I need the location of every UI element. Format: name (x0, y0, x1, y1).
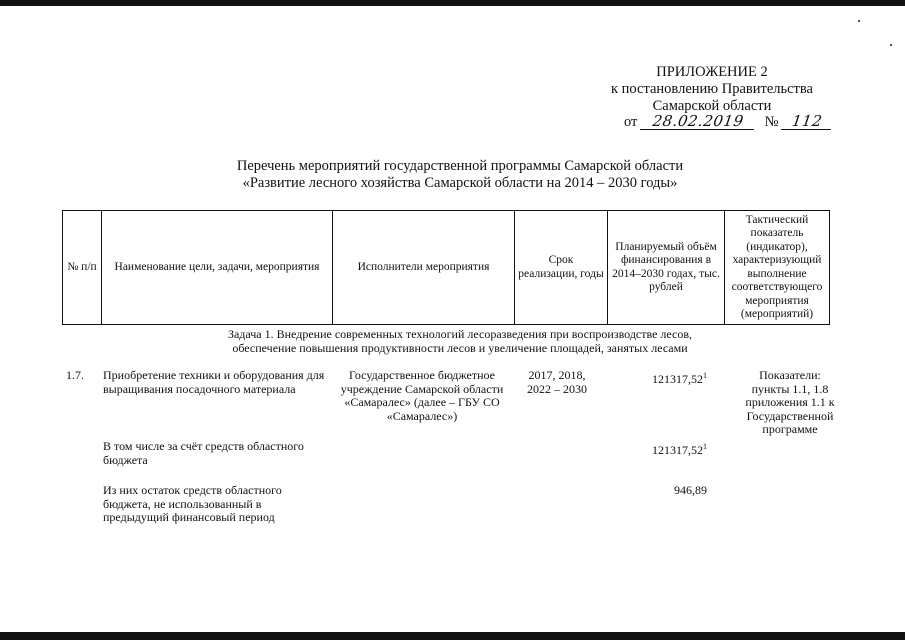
row-executors: Государственное бюджетное учреждение Самарской области «Самаралес» (далее – ГБУ СО «Самаралес») (340, 368, 504, 423)
task-line-1: Задача 1. Внедрение современных технологий лесоразведения при воспроизводстве лесов, (227, 327, 693, 341)
scan-speck (858, 20, 860, 22)
row-indicator: Показатели: пункты 1.1, 1.8 приложения 1.1 к Государственной программе (745, 368, 835, 436)
scan-speck (890, 44, 892, 46)
appendix-block (597, 64, 827, 115)
subrow-remainder-funding: 946,89 (674, 483, 707, 497)
header-executors: Исполнители мероприятия (333, 211, 515, 325)
appendix-line-2: к постановлению Правительства (611, 81, 813, 97)
funding-footnote-mark: 1 (703, 371, 707, 380)
row-term: 2017, 2018, 2022 – 2030 (527, 368, 587, 396)
header-num: № п/п (63, 211, 102, 325)
row-num: 1.7. (66, 368, 84, 382)
task-line-2: обеспечение повышения продуктивности лесов и увеличение площадей, занятых лесами (232, 341, 688, 355)
header-name: Наименование цели, задачи, мероприятия (102, 211, 333, 325)
scan-top-edge (0, 0, 905, 6)
number-prefix: № (764, 114, 779, 130)
table-header (62, 210, 830, 325)
row-name: Приобретение техники и оборудования для выращивания посадочного материала (103, 368, 325, 396)
date-prefix: от (624, 114, 638, 130)
appendix-line-3: Самарской области (652, 98, 772, 114)
document-title (150, 158, 770, 192)
appendix-title: ПРИЛОЖЕНИЕ 2 (656, 64, 768, 80)
handwritten-date: 28.02.2019 (640, 114, 756, 130)
title-line-2: «Развитие лесного хозяйства Самарской области на 2014 – 2030 годы» (242, 175, 678, 191)
resolution-date-line (624, 114, 832, 131)
subrow-regional-budget-name: В том числе за счёт средств областного бюджета (103, 439, 304, 467)
scan-bottom-edge (0, 632, 905, 640)
header-funding: Планируемый объём финансирования в 2014–2030 годах, тыс. рублей (608, 211, 725, 325)
header-indicator: Тактический показатель (индикатор), характеризующий выполнение соответствующего мероприятия (мероприятий) (725, 211, 830, 325)
subrow-remainder-name: Из них остаток средств областного бюджета, не использованный в предыдущий финансовый период (103, 483, 282, 524)
row-funding (612, 369, 707, 387)
task-heading (160, 327, 760, 355)
handwritten-number: 112 (781, 114, 833, 130)
funding-value: 121317,52 (652, 443, 703, 457)
header-term: Срок реализации, годы (515, 211, 608, 325)
funding-value: 121317,52 (652, 372, 703, 386)
title-line-1: Перечень мероприятий государственной программы Самарской области (236, 158, 684, 174)
funding-footnote-mark: 1 (703, 442, 707, 451)
subrow-regional-budget-funding (612, 440, 707, 458)
